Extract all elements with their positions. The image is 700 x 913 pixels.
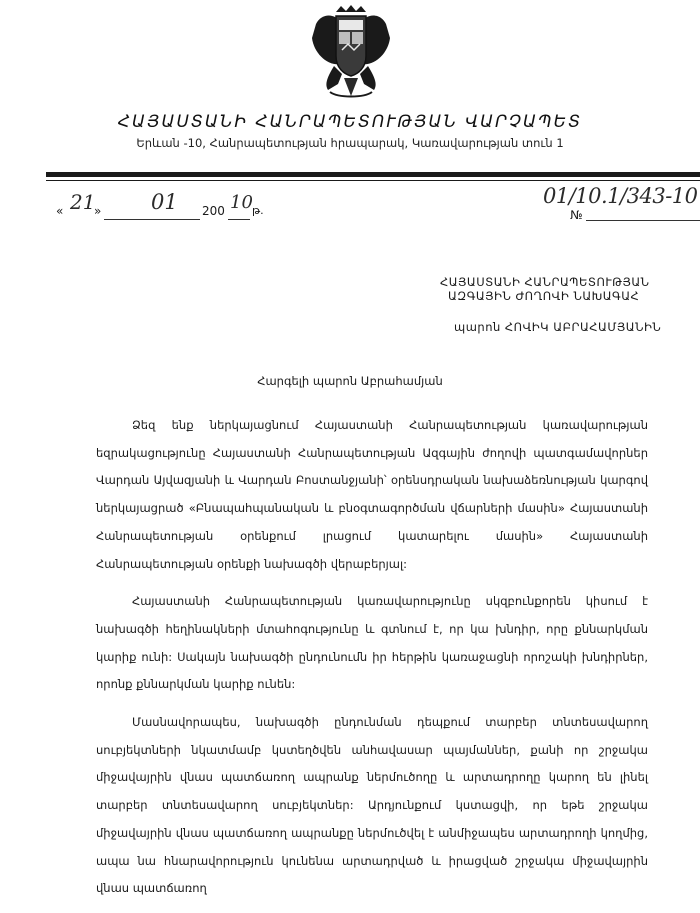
coat-of-arms-emblem xyxy=(308,4,394,104)
recipient-line-3: պարոն ՀՈՎԻԿ ԱԲՐԱՀԱՄՅԱՆԻՆ xyxy=(454,320,662,334)
date-open-quote: « xyxy=(56,204,64,218)
body-paragraph-2: Հայաստանի Հանրապետության կառավարությունը սկզբունքորեն կիսում է նախագծի հեղինակների մտահոգությունը և գտնում է, որ կա խնդիր, որը քննարկման կարիք ունի: Սակայն նախագծի ընդունումն իր հերթին կառաջացնի որոշակի խնդիրներ, որոնք քննարկման կարիք ունեն: xyxy=(96,594,648,692)
date-year-prefix: 200 xyxy=(202,204,225,218)
date-close-quote: » xyxy=(94,204,102,218)
date-month-underline xyxy=(104,219,200,220)
document-number-underline xyxy=(586,220,700,221)
office-address: Երևան -10, Հանրապետության հրապարակ, Կառավարության տուն 1 xyxy=(136,136,564,150)
date-year-suffix: 10 xyxy=(230,192,253,213)
header-divider-thick xyxy=(46,172,700,177)
date-month: 01 xyxy=(151,190,178,214)
office-title: ՀԱՅԱՍՏԱՆԻ ՀԱՆՐԱՊԵՏՈՒԹՅԱՆ ՎԱՐՉԱՊԵՏ xyxy=(117,112,583,132)
date-day: 21 xyxy=(70,190,96,214)
recipient-line-1: ՀԱՅԱՍՏԱՆԻ ՀԱՆՐԱՊԵՏՈՒԹՅԱՆ xyxy=(440,275,650,289)
salutation: Հարգելի պարոն Աբրահամյան xyxy=(257,374,443,388)
header-divider-thin xyxy=(46,180,700,181)
body-paragraph-3: Մասնավորապես, նախագծի ընդունման դեպքում տարբեր տնտեսավարող սուբյեկտների նկատմամբ կստեղծվեն անհավասար պայմաններ, քանի որ շրջակա միջավայրին վնաս պատճառող ապրանք ներմուծողը և արտադրողը կարող են լինել տարբեր տնտեսավարող սուբյեկտներ: Արդյունքում կստացվի, որ եթե շրջակա միջավայրին վնաս պատճառող ապրանքը ներմուծվել է անմիջապես արտադրողի կողմից, ապա նա հնարավորություն կունենա արտադրված և իրացված շրջակա միջավայրին վնաս պատճառող xyxy=(96,715,648,896)
date-year-underline xyxy=(228,219,250,220)
dateline xyxy=(56,184,700,240)
number-label: № xyxy=(570,208,583,222)
recipient-line-2: ԱԶԳԱՅԻՆ ԺՈՂՈՎԻ ՆԱԽԱԳԱՀ xyxy=(448,289,640,303)
body-paragraph-1: Ձեզ ենք ներկայացնում Հայաստանի Հանրապետության կառավարության եզրակացությունը Հայաստանի Հանրապետության Ազգային ժողովի պատգամավորներ Վարդան Այվազյանի և Վարդան Բոստանջյանի՝ օրենսդրական նախաձեռնության կարգով ներկայացրած «Բնապահպանական և բնօգտագործման վճարների մասին» Հայաստանի Հանրապետության օրենքում լրացում կատարելու մասին» Հայաստանի Հանրապետության օրենքի նախագծի վերաբերյալ: xyxy=(96,418,648,571)
document-number: 01/10.1/343-10 xyxy=(543,184,698,208)
letter-body xyxy=(96,412,648,913)
date-year-abbr: թ. xyxy=(252,204,264,217)
